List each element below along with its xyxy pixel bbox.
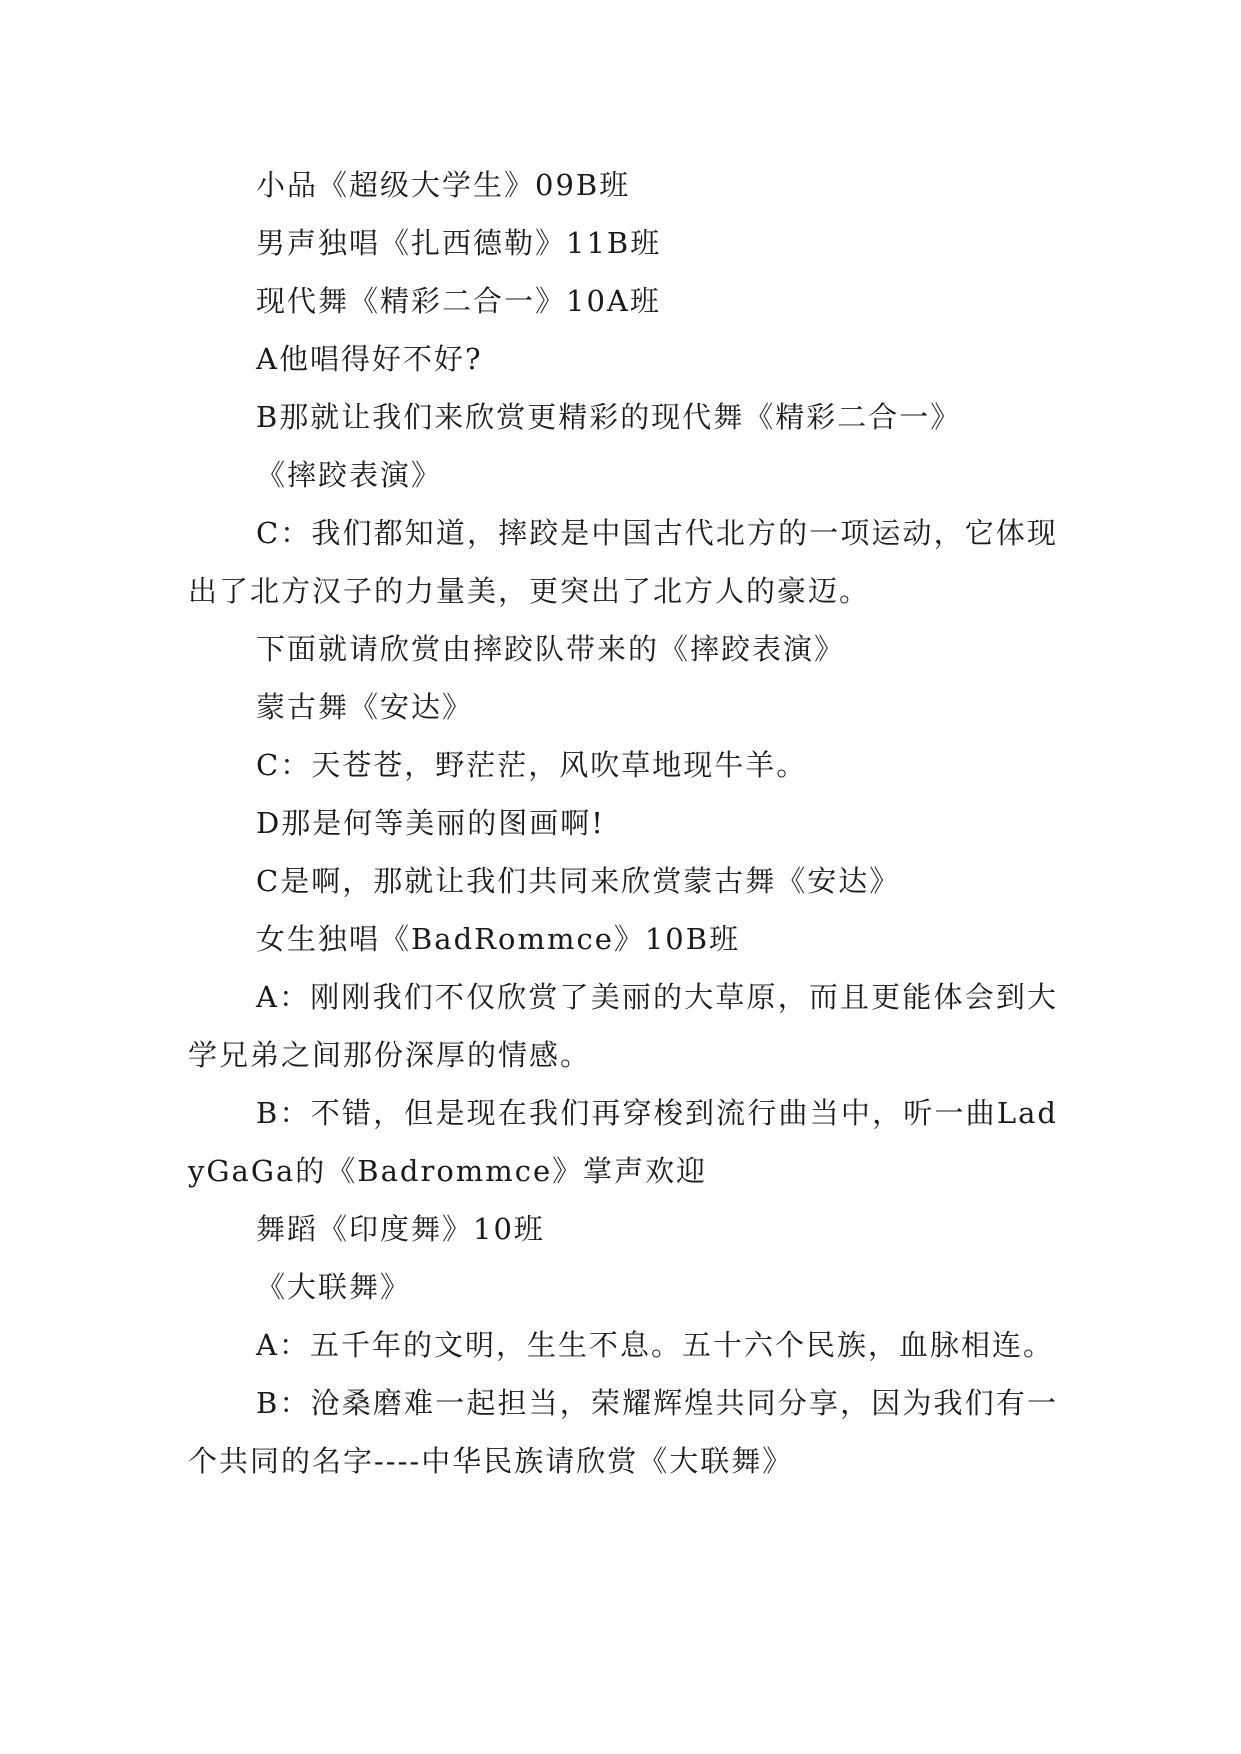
paragraph: 现代舞《精彩二合一》10A班: [256, 284, 661, 318]
paragraph: A他唱得好不好?: [256, 342, 483, 376]
paragraph: 《大联舞》: [256, 1270, 412, 1304]
paragraph: C是啊，那就让我们共同来欣赏蒙古舞《安达》: [256, 864, 901, 898]
paragraph: B：沧桑磨难一起担当，荣耀辉煌共同分享，因为我们有一个共同的名字----中华民族请欣赏《大联舞》: [188, 1386, 1058, 1478]
paragraph: C：天苍苍，野茫茫，风吹草地现牛羊。: [256, 748, 808, 782]
paragraph: D那是何等美丽的图画啊!: [256, 806, 605, 840]
paragraph: 男声独唱《扎西德勒》11B班: [256, 226, 662, 260]
paragraph: C：我们都知道，摔跤是中国古代北方的一项运动，它体现出了北方汉子的力量美，更突出了北方人的豪迈。: [188, 516, 1058, 608]
paragraph: A：五千年的文明，生生不息。五十六个民族，血脉相连。: [256, 1328, 1054, 1362]
paragraph: 蒙古舞《安达》: [256, 690, 474, 724]
paragraph: 《摔跤表演》: [256, 458, 443, 492]
document-body: [188, 156, 1058, 1490]
paragraph: 女生独唱《BadRommce》10B班: [256, 922, 741, 956]
paragraph: A：刚刚我们不仅欣赏了美丽的大草原，而且更能体会到大学兄弟之间那份深厚的情感。: [188, 980, 1058, 1072]
paragraph: 舞蹈《印度舞》10班: [256, 1212, 545, 1246]
paragraph: B：不错，但是现在我们再穿梭到流行曲当中，听一曲LadyGaGa的《Badrommce》掌声欢迎: [188, 1096, 1058, 1188]
paragraph: 小品《超级大学生》09B班: [256, 168, 631, 202]
paragraph: 下面就请欣赏由摔跤队带来的《摔跤表演》: [256, 632, 846, 666]
paragraph: B那就让我们来欣赏更精彩的现代舞《精彩二合一》: [256, 400, 962, 434]
